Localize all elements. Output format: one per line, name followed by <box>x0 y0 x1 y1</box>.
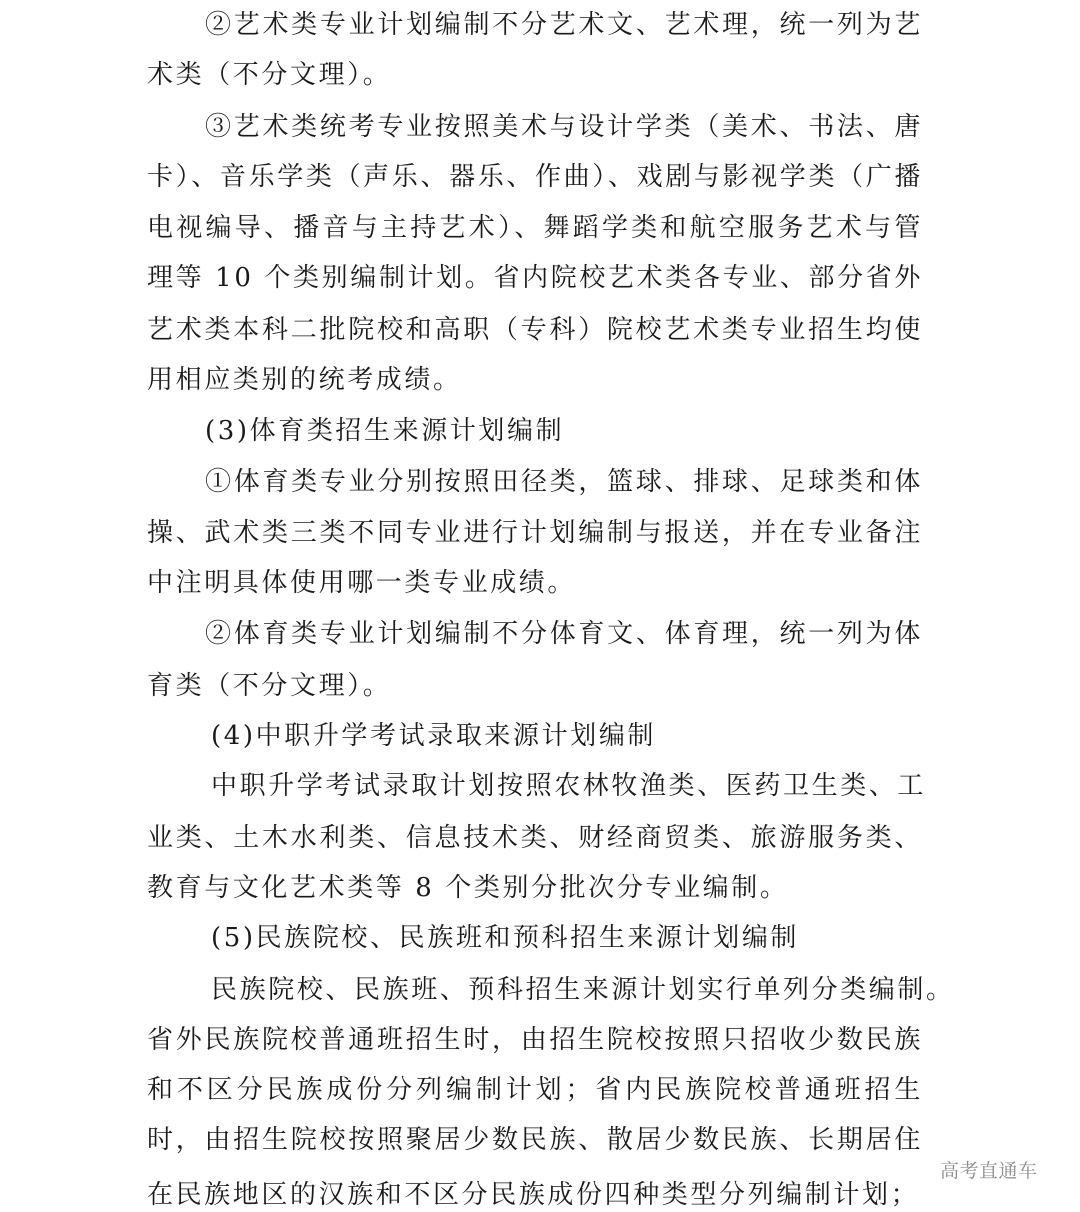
paragraph-line: 理等 10 个类别编制计划。省内院校艺术类各专业、部分省外 <box>147 263 923 293</box>
paragraph-line: 育类（不分文理）。 <box>147 671 392 701</box>
paragraph-line: 电视编导、播音与主持艺术）、舞蹈学类和航空服务艺术与管 <box>147 213 923 243</box>
paragraph-line: 省外民族院校普通班招生时，由招生院校按照只招收少数民族 <box>147 1025 923 1055</box>
paragraph-line: 在民族地区的汉族和不区分民族成份四种类型分列编制计划； <box>147 1180 920 1210</box>
paragraph-line: 教育与文化艺术类等 8 个类别分批次分专业编制。 <box>147 873 789 903</box>
paragraph-line: ②体育类专业计划编制不分体育文、体育理，统一列为体 <box>205 619 923 649</box>
paragraph-line: 艺术类本科二批院校和高职（专科）院校艺术类专业招生均使 <box>147 315 923 345</box>
section-heading: (4)中职升学考试录取来源计划编制 <box>211 721 657 751</box>
watermark: 高考直通车 <box>940 1160 1038 1182</box>
paragraph-line: 中职升学考试录取计划按照农林牧渔类、医药卫生类、工 <box>211 771 927 801</box>
paragraph-line: ①体育类专业分别按照田径类，篮球、排球、足球类和体 <box>205 467 923 497</box>
paragraph-line: 和不区分民族成份分列编制计划；省内民族院校普通班招生 <box>147 1075 923 1105</box>
paragraph-line: ②艺术类专业计划编制不分艺术文、艺术理，统一列为艺 <box>205 10 923 40</box>
paragraph-line: 民族院校、民族班、预科招生来源计划实行单列分类编制。 <box>211 975 955 1005</box>
paragraph-line: 术类（不分文理）。 <box>147 60 392 90</box>
paragraph-line: 时，由招生院校按照聚居少数民族、散居少数民族、长期居住 <box>147 1125 923 1155</box>
paragraph-line: 卡）、音乐学类（声乐、器乐、作曲）、戏剧与影视学类（广播 <box>147 162 923 192</box>
paragraph-line: 用相应类别的统考成绩。 <box>147 365 462 395</box>
paragraph-line: 业类、土木水利类、信息技术类、财经商贸类、旅游服务类、 <box>147 823 923 853</box>
paragraph-line: ③艺术类统考专业按照美术与设计学类（美术、书法、唐 <box>205 112 923 142</box>
paragraph-line: 中注明具体使用哪一类专业成绩。 <box>147 568 577 598</box>
section-heading: (5)民族院校、民族班和预科招生来源计划编制 <box>211 923 800 953</box>
section-heading: (3)体育类招生来源计划编制 <box>205 416 565 446</box>
paragraph-line: 操、武术类三类不同专业进行计划编制与报送，并在专业备注 <box>147 518 923 548</box>
